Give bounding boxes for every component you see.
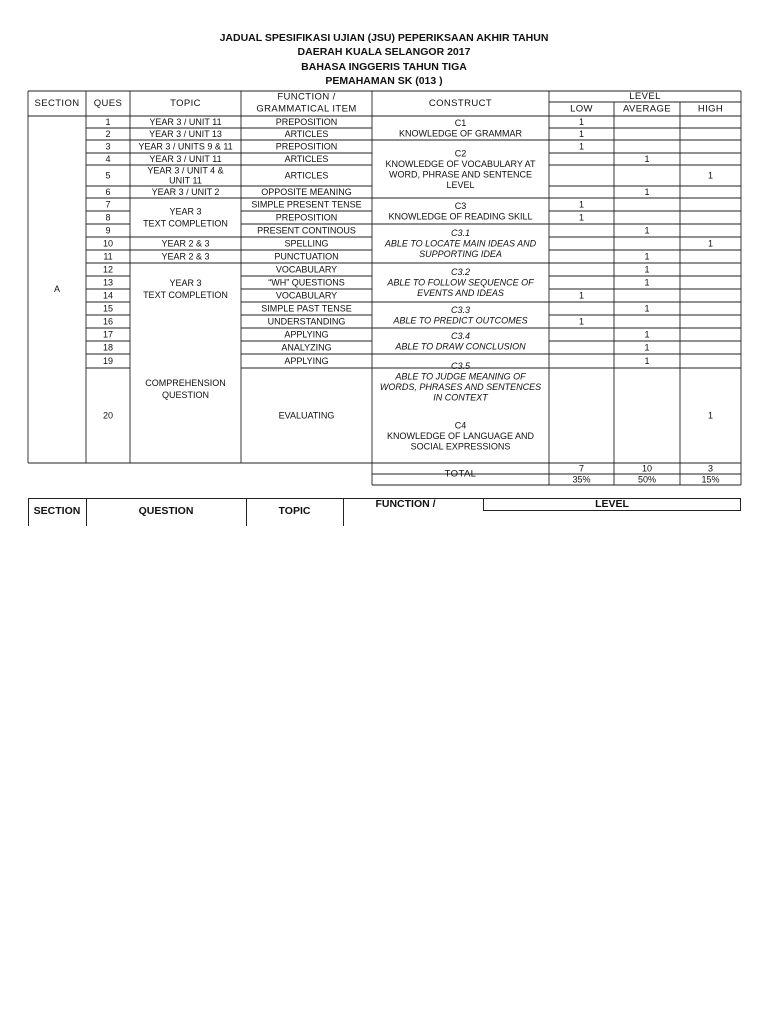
title-line-3: BAHASA INGGERIS TAHUN TIGA [301, 61, 467, 73]
construct-cell: C3.3 [450, 304, 471, 315]
total-high-percent: 15% [701, 474, 720, 485]
function-cell: ARTICLES [284, 154, 329, 164]
construct-cell: KNOWLEDGE OF LANGUAGE AND [386, 431, 535, 441]
construct-cell: ABLE TO PREDICT OUTCOMES [393, 315, 528, 326]
average-value: 1 [644, 225, 650, 236]
function-cell: ANALYZING [281, 342, 332, 353]
function-cell: SIMPLE PRESENT TENSE [251, 199, 362, 210]
total-label: TOTAL [444, 468, 477, 480]
average-value: 1 [644, 277, 650, 288]
average-value: 1 [644, 329, 650, 340]
average-value: 1 [644, 251, 650, 262]
question-number: 3 [105, 141, 111, 152]
construct-cell: WORDS, PHRASES AND SENTENCES [379, 381, 542, 392]
grammatical-item-header: GRAMMATICAL ITEM [256, 103, 357, 115]
topic-text-completion: YEAR 3 [169, 206, 202, 217]
table-grid [28, 91, 741, 485]
question-number: 15 [102, 303, 114, 314]
section-label: A [53, 284, 61, 294]
construct-cell: KNOWLEDGE OF VOCABULARY AT [385, 158, 536, 169]
high-header: HIGH [697, 103, 724, 115]
total-high: 3 [707, 463, 714, 474]
construct-cell: C4 [454, 420, 467, 431]
construct-cell: ABLE TO JUDGE MEANING OF [395, 371, 526, 382]
low-value: 1 [578, 117, 585, 127]
construct-cell: WORD, PHRASE AND SENTENCE [388, 169, 533, 180]
construct-cell: ABLE TO DRAW CONCLUSION [395, 341, 526, 352]
function-cell: PREPOSITION [275, 117, 338, 127]
construct-cell: EVENTS AND IDEAS [417, 288, 504, 298]
topic-comprehension: QUESTION [161, 390, 210, 400]
average-value: 1 [644, 187, 650, 197]
function-cell: ARTICLES [284, 170, 329, 181]
question-number: 8 [105, 212, 111, 223]
construct-cell: SOCIAL EXPRESSIONS [410, 441, 511, 452]
topic-cell: YEAR 3 / UNIT 13 [149, 129, 222, 139]
total-low: 7 [578, 463, 585, 474]
construct-cell: LEVEL [446, 179, 475, 190]
question-number: 2 [105, 129, 111, 139]
function-cell: VOCABULARY [275, 264, 338, 275]
average-value: 1 [644, 264, 650, 275]
t2-question-header: QUESTION [138, 505, 194, 517]
level-header: LEVEL [629, 91, 661, 102]
function-cell: EVALUATING [278, 410, 335, 421]
question-number: 5 [105, 170, 111, 181]
question-number: 7 [105, 199, 111, 210]
topic-text-completion: TEXT COMPLETION [143, 290, 228, 300]
function-cell: SPELLING [284, 238, 329, 249]
topic-header: TOPIC [170, 98, 201, 109]
construct-cell: KNOWLEDGE OF READING SKILL [388, 211, 533, 222]
topic-cell: YEAR 3 / UNIT 2 [151, 187, 220, 197]
section-header: SECTION [34, 98, 80, 109]
high-value: 1 [707, 170, 714, 181]
function-cell: APPLYING [284, 329, 329, 340]
construct-cell: ABLE TO LOCATE MAIN IDEAS AND [384, 238, 537, 249]
construct-cell: C1 [454, 117, 467, 128]
low-value: 1 [578, 129, 585, 139]
question-number: 19 [102, 356, 114, 366]
construct-cell: SUPPORTING IDEA [419, 249, 502, 259]
total-average: 10 [641, 463, 653, 474]
table-cells [34, 91, 723, 485]
topic-cell: YEAR 3 / UNIT 11 [149, 117, 222, 127]
construct-cell: C2 [454, 148, 467, 159]
construct-cell: C3.4 [450, 330, 471, 341]
low-value: 1 [578, 316, 585, 327]
question-number: 14 [102, 290, 114, 301]
construct-cell: C3.2 [450, 267, 471, 277]
function-cell: VOCABULARY [275, 290, 338, 301]
title-line-2: DAERAH KUALA SELANGOR 2017 [297, 46, 471, 58]
average-value: 1 [644, 303, 650, 314]
construct-cell: C3.1 [450, 228, 471, 238]
question-number: 11 [103, 251, 113, 262]
function-cell: PUNCTUATION [274, 251, 339, 262]
function-cell: ARTICLES [284, 129, 329, 139]
function-cell: PRESENT CONTINOUS [257, 225, 356, 236]
total-low-percent: 35% [572, 474, 591, 485]
function-cell: OPPOSITE MEANING [261, 187, 352, 197]
question-number: 13 [102, 277, 114, 288]
low-header: LOW [570, 103, 593, 115]
question-number: 20 [102, 410, 114, 421]
low-value: 1 [578, 212, 585, 223]
t2-function-header: FUNCTION / [375, 498, 436, 510]
question-number: 1 [105, 117, 111, 127]
t2-topic-header: TOPIC [278, 505, 311, 517]
function-cell: PREPOSITION [275, 212, 338, 223]
ques-header: QUES [93, 98, 123, 109]
average-value: 1 [644, 356, 650, 366]
question-number: 18 [102, 342, 114, 353]
construct-cell: C3 [454, 200, 467, 211]
average-value: 1 [644, 342, 650, 353]
topic-comprehension: COMPREHENSION [145, 378, 226, 388]
topic-cell: YEAR 3 / UNITS 9 & 11 [138, 141, 233, 152]
topic-text-completion: YEAR 3 [169, 278, 202, 288]
function-cell: APPLYING [284, 356, 329, 366]
low-value: 1 [578, 199, 585, 210]
average-header: AVERAGE [622, 103, 672, 115]
title-line-1: JADUAL SPESIFIKASI UJIAN (JSU) PEPERIKSAAN AKHIR TAHUN [219, 32, 549, 44]
t2-level-header: LEVEL [595, 498, 629, 510]
function-header: FUNCTION / [277, 91, 336, 103]
question-number: 4 [105, 154, 111, 164]
question-number: 12 [102, 264, 114, 275]
topic-text-completion: TEXT COMPLETION [143, 218, 228, 229]
question-number: 6 [105, 187, 111, 197]
question-number: 9 [105, 225, 111, 236]
topic-cell: YEAR 2 & 3 [161, 238, 210, 249]
construct-cell: ABLE TO FOLLOW SEQUENCE OF [387, 277, 534, 288]
question-number: 16 [102, 316, 114, 327]
function-cell: SIMPLE PAST TENSE [261, 303, 352, 314]
construct-cell: IN CONTEXT [433, 392, 488, 403]
second-table-header [28, 498, 741, 526]
low-value: 1 [578, 141, 585, 152]
high-value: 1 [707, 410, 714, 421]
total-average-percent: 50% [637, 474, 657, 485]
title-line-4: PEMAHAMAN SK (013 ) [325, 75, 443, 87]
function-cell: UNDERSTANDING [267, 316, 346, 327]
function-cell: “WH” QUESTIONS [268, 277, 345, 288]
topic-cell: YEAR 3 / UNIT 11 [149, 154, 222, 164]
topic-cell: UNIT 11 [169, 175, 202, 186]
average-value: 1 [644, 154, 650, 164]
topic-cell: YEAR 2 & 3 [161, 251, 210, 262]
high-value: 1 [707, 238, 714, 249]
topic-cell: YEAR 3 / UNIT 4 & [147, 165, 224, 176]
t2-section-header: SECTION [33, 505, 81, 517]
construct-cell: KNOWLEDGE OF GRAMMAR [398, 128, 523, 139]
construct-cell: C3.5 [450, 360, 471, 371]
low-value: 1 [578, 290, 585, 301]
question-number: 17 [102, 329, 114, 340]
construct-header: CONSTRUCT [428, 98, 493, 109]
question-number: 10 [102, 238, 114, 249]
function-cell: PREPOSITION [275, 141, 338, 152]
